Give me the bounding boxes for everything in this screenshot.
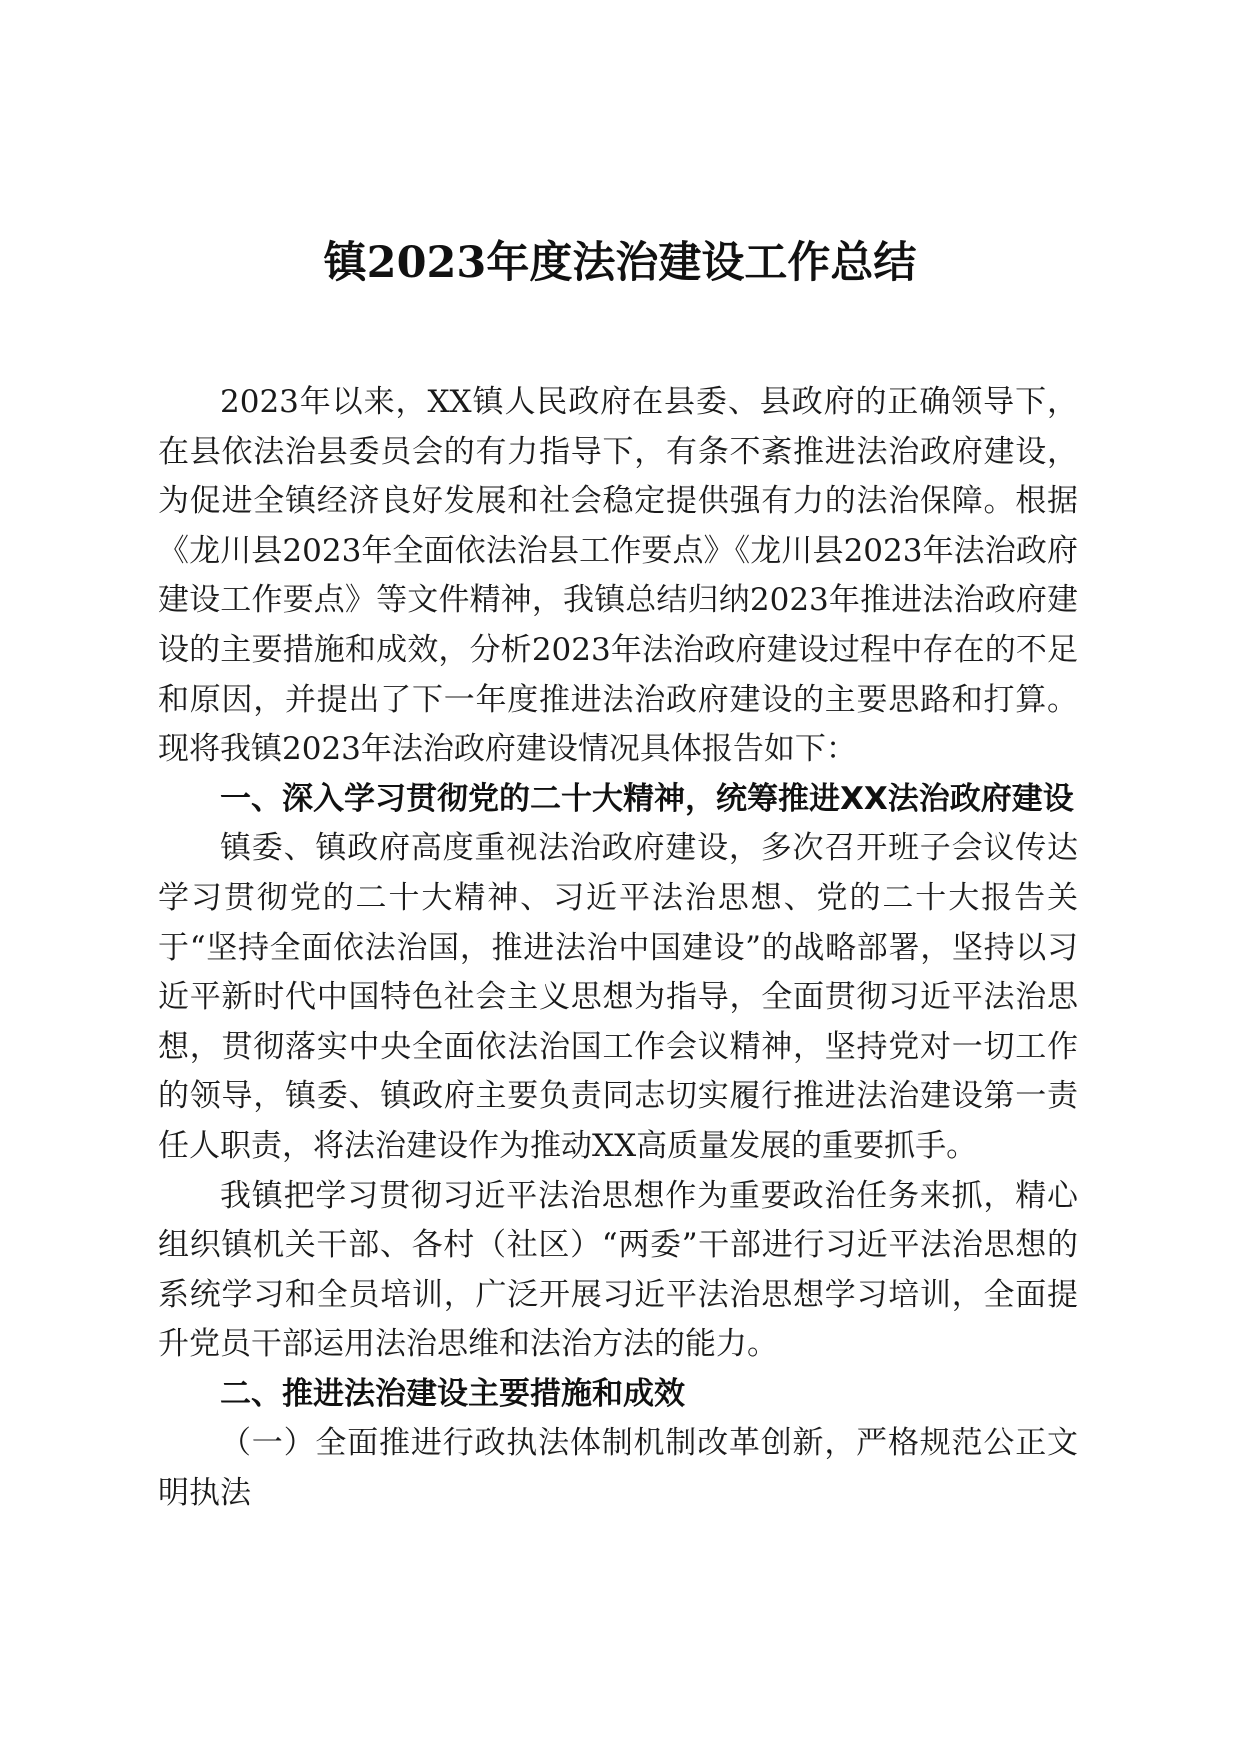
section-1-paragraph-2: 我镇把学习贯彻习近平法治思想作为重要政治任务来抓，精心组织镇机关干部、各村（社区）“两委”干部进行习近平法治思想的系统学习和全员培训，广泛开展习近平法治思想学习培训，全面提升党员干部运用法治思维和法治方法的能力。 bbox=[158, 1177, 1078, 1363]
intro-paragraph: 2023年以来，XX镇人民政府在县委、县政府的正确领导下，在县依法治县委员会的有力指导下，有条不紊推进法治政府建设，为促进全镇经济良好发展和社会稳定提供强有力的法治保障。根据《龙川县2023年全面依法治县工作要点》《龙川县2023年法治政府建设工作要点》等文件精神，我镇总结归纳2023年推进法治政府建设的主要措施和成效，分析2023年法治政府建设过程中存在的不足和原因，并提出了下一年度推进法治政府建设的主要思路和打算。现将我镇2023年法治政府建设情况具体报告如下： bbox=[158, 384, 1078, 768]
section-2-heading: 二、推进法治建设主要措施和成效 bbox=[220, 1375, 685, 1412]
document-title: 镇2023年度法治建设工作总结 bbox=[323, 238, 917, 288]
section-1-heading: 一、深入学习贯彻党的二十大精神，统筹推进XX法治政府建设 bbox=[220, 780, 1074, 817]
section-2-subheading-1: （一）全面推进行政执法体制机制改革创新，严格规范公正文明执法 bbox=[158, 1425, 1078, 1512]
section-1-paragraph-1: 镇委、镇政府高度重视法治政府建设，多次召开班子会议传达学习贯彻党的二十大精神、习近平法治思想、党的二十大报告关于“坚持全面依法治国，推进法治中国建设”的战略部署，坚持以习近平新时代中国特色社会主义思想为指导，全面贯彻习近平法治思想，贯彻落实中央全面依法治国工作会议精神，坚持党对一切工作的领导，镇委、镇政府主要负责同志切实履行推进法治建设第一责任人职责，将法治建设作为推动XX高质量发展的重要抓手。 bbox=[158, 830, 1078, 1164]
document-body bbox=[158, 378, 1078, 1519]
